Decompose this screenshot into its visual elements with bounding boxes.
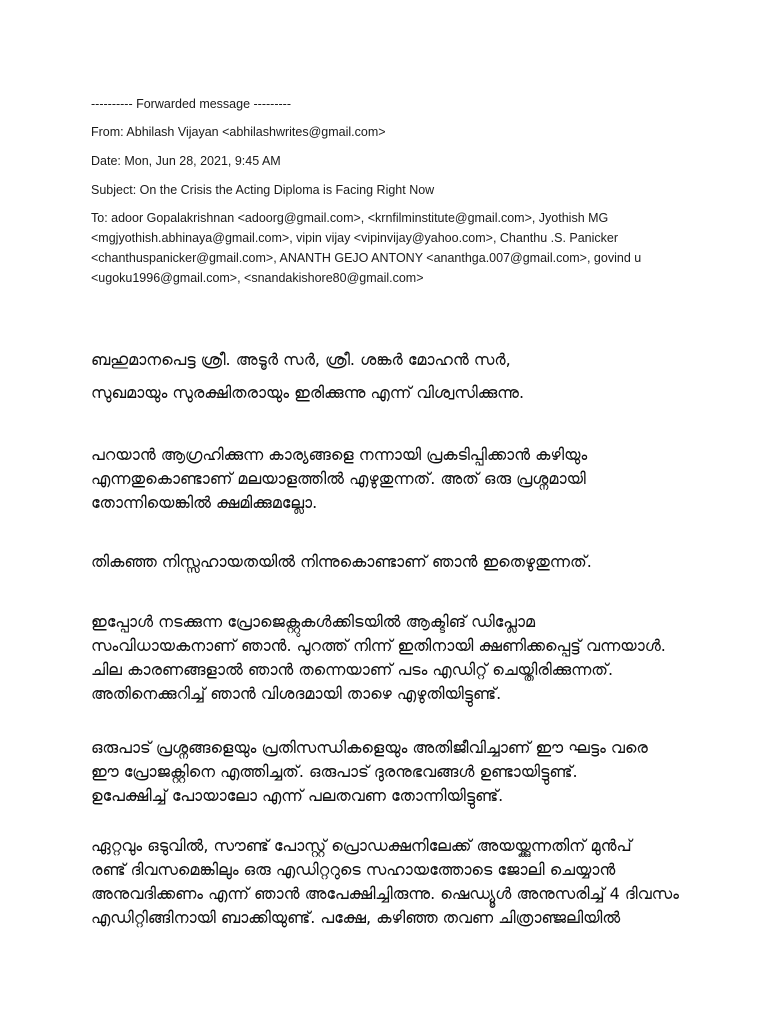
paragraph-3 xyxy=(91,610,721,706)
paragraph-1 xyxy=(91,443,721,515)
paragraph-line: എഡിറ്റിങ്ങിനായി ബാക്കിയുണ്ട്. പക്ഷേ, കഴിഞ്ഞ തവണ ചിത്രാഞ്ജലിയിൽ xyxy=(91,908,621,927)
paragraph-line: തികഞ്ഞ നിസ്സഹായതയിൽ നിന്നുകൊണ്ടാണ് ഞാൻ ഇതെഴുതുന്നത്. xyxy=(91,552,592,571)
paragraph-line: ഒരുപാട് പ്രശ്നങ്ങളെയും പ്രതിസന്ധികളെയും അതിജീവിച്ചാണ് ഈ ഘട്ടം വരെ xyxy=(91,738,648,757)
paragraph-2 xyxy=(91,550,721,574)
paragraph-line: ചില കാരണങ്ങളാൽ ഞാൻ തന്നെയാണ് പടം എഡിറ്റ് ചെയ്തിരിക്കുന്നത്. xyxy=(91,660,614,679)
wellwish: സുഖമായും സുരക്ഷിതരായും ഇരിക്കുന്നു എന്ന് വിശ്വസിക്കുന്നു. xyxy=(91,383,525,402)
paragraph-4 xyxy=(91,736,721,808)
from-line: From: Abhilash Vijayan <abhilashwrites@gmail.com> xyxy=(91,125,386,139)
paragraph-5 xyxy=(91,834,721,930)
paragraph-line: സംവിധായകനാണ് ഞാൻ. പുറത്ത് നിന്ന് ഇതിനായി ക്ഷണിക്കപ്പെട്ട് വന്നയാൾ. xyxy=(91,636,666,655)
to-line: <mgjyothish.abhinaya@gmail.com>, vipin vijay <vipinvijay@yahoo.com>, Chanthu .S. Panicker xyxy=(91,231,619,245)
date-line: Date: Mon, Jun 28, 2021, 9:45 AM xyxy=(91,154,281,168)
paragraph-line: ഏറ്റവും ഒടുവിൽ, സൗണ്ട് പോസ്റ്റ് പ്രൊഡക്ഷനിലേക്ക് അയയ്ക്കുന്നതിന് മുൻപ് xyxy=(91,836,632,855)
to-recipients xyxy=(91,208,691,288)
paragraph-line: തോന്നിയെങ്കിൽ ക്ഷമിക്കുമല്ലോ. xyxy=(91,493,318,512)
paragraph-line: ഇപ്പോൾ നടക്കുന്ന പ്രോജെക്റ്റുകൾക്കിടയിൽ ആക്ടിങ് ഡിപ്ലോമ xyxy=(91,612,536,631)
paragraph-line: അനുവദിക്കണം എന്ന് ഞാൻ അപേക്ഷിച്ചിരുന്നു. ഷെഡ്യൂൾ അനുസരിച്ച് 4 ദിവസം xyxy=(91,884,679,903)
subject-line: Subject: On the Crisis the Acting Diploma is Facing Right Now xyxy=(91,183,435,197)
paragraph-line: എന്നതുകൊണ്ടാണ് മലയാളത്തിൽ എഴുതുന്നത്. അത് ഒരു പ്രശ്നമായി xyxy=(91,469,586,488)
forwarded-marker: ---------- Forwarded message --------- xyxy=(91,97,291,111)
to-line: To: adoor Gopalakrishnan <adoorg@gmail.com>, <krnfilminstitute@gmail.com>, Jyothish MG xyxy=(91,211,609,225)
paragraph-line: ഈ പ്രോജക്റ്റിനെ എത്തിച്ചത്. ഒരുപാട് ദുരനുഭവങ്ങൾ ഉണ്ടായിട്ടുണ്ട്. xyxy=(91,762,578,781)
to-line: <chanthuspanicker@gmail.com>, ANANTH GEJO ANTONY <ananthga.007@gmail.com>, govind u xyxy=(91,251,642,265)
to-line: <ugoku1996@gmail.com>, <snandakishore80@gmail.com> xyxy=(91,271,424,285)
paragraph-line: രണ്ട് ദിവസമെങ്കിലും ഒരു എഡിറ്ററുടെ സഹായത്തോടെ ജോലി ചെയ്യാൻ xyxy=(91,860,616,879)
paragraph-line: പറയാൻ ആഗ്രഹിക്കുന്ന കാര്യങ്ങളെ നന്നായി പ്രകടിപ്പിക്കാൻ കഴിയും xyxy=(91,445,588,464)
paragraph-line: ഉപേക്ഷിച്ച് പോയാലോ എന്ന് പലതവണ തോന്നിയിട്ടുണ്ട്. xyxy=(91,786,504,805)
greeting: ബഹുമാനപെട്ട ശ്രീ. അടൂർ സർ, ശ്രീ. ശങ്കർ മോഹൻ സർ, xyxy=(91,350,511,369)
paragraph-line: അതിനെക്കുറിച്ച് ഞാൻ വിശദമായി താഴെ എഴുതിയിട്ടുണ്ട്. xyxy=(91,684,502,703)
